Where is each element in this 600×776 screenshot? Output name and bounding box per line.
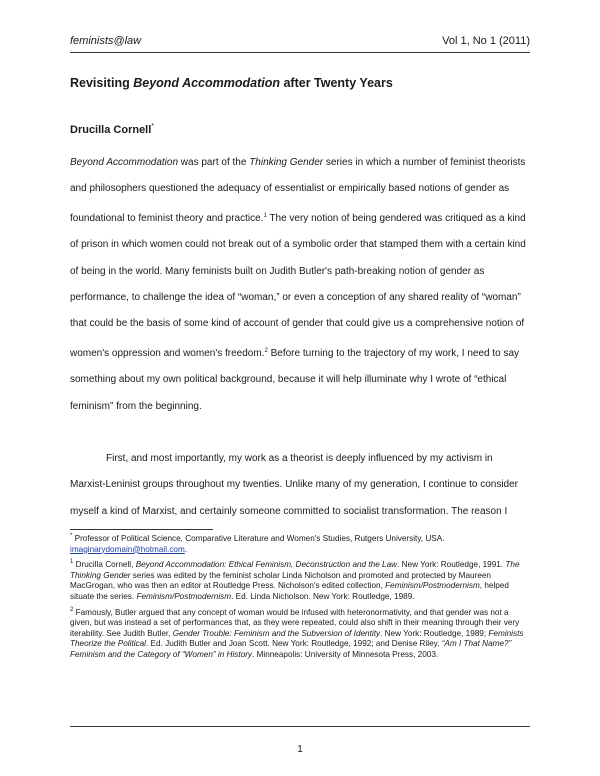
p1-book-title: Beyond Accommodation [70, 157, 179, 168]
title-prefix: Revisiting [70, 76, 134, 90]
fn1-text-e: series was edited by the feminist scholar Linda Nicholson and promoted and protected by Maureen MacGrogan, who was then an editor at Routledge Press. Nicholson's edited collection, [70, 570, 491, 591]
author-email-link[interactable]: imaginarydomain@hotmail.com [70, 544, 185, 554]
fn2-text-g: . Minneapolis: University of Minnesota Press, 2003. [252, 649, 439, 659]
fn2-italic-b: Gender Trouble: Feminism and the Subversion of Identity [172, 628, 381, 638]
author-footnote-mark[interactable]: * [151, 123, 155, 130]
footnote-separator [70, 529, 213, 530]
fn1-italic-d: The Thinking Gender [70, 560, 520, 580]
paragraph-1 [70, 150, 530, 420]
fn2-text-c: . New York: Routledge, 1989; [380, 628, 489, 638]
fn1-text-c: . New York: Routledge, 1991. [397, 560, 506, 570]
p1-text-c: The very notion of being gendered was critiqued as a kind of prison in which women could not break out of a symbolic order that stamped them with a certain kind of being in the world. Many feminists built on Judith Butler's path-breaking notion of gender as performance, to challenge the idea of “woman,” or even a conception of any shared reality of “woman” that could be the basis of some kind of account of gender that could give us a comprehensive notion of women's oppression and women's freedom. [70, 212, 526, 359]
paragraph-2: First, and most importantly, my work as a theorist is deeply influenced by my activism in Marxist-Leninist groups throughout my twenties. Unlike many of my generation, I continue to consider myself a kind of Marxist, and certainly someone committed to socialist transformation. The reason I [70, 453, 518, 517]
footnote-ref-2[interactable]: 2 [264, 347, 268, 354]
footnote-2 [70, 605, 530, 661]
fn1-text-g: , helped situate the series. [70, 581, 509, 601]
page-number: 1 [297, 744, 303, 755]
fn2-text-a: Famously, Butler argued that any concept of woman would be infused with heteronormativity, and that gender was not a given, but was instead a set of performances that, as they were repeated, could also shift in their meaning through their very iterability. See Judith Butler, [70, 607, 520, 638]
footnotes [70, 531, 530, 663]
footnote-star-mark: * [70, 533, 73, 539]
footnote-1-mark: 1 [70, 559, 74, 566]
fn2-italic-f: “Am I That Name?” Feminism and the Category of “Women” in History [70, 639, 512, 659]
p1-series-title: Thinking Gender [249, 157, 324, 168]
footnote-star [70, 531, 530, 555]
volume-issue: Vol 1, No 1 (2011) [442, 35, 530, 47]
footnote-star-text: Professor of Political Science, Comparative Literature and Women's Studies, Rutgers University, USA. [72, 534, 445, 543]
fn1-text-a: Drucilla Cornell, [73, 560, 136, 570]
fn1-italic-f: Feminism/Postmodernism [385, 581, 480, 591]
author-text: Drucilla Cornell [70, 124, 152, 136]
title-italic: Beyond Accommodation [133, 76, 280, 90]
article-title [70, 76, 393, 90]
footnote-1 [70, 557, 530, 602]
fn1-text-i: . Ed. Linda Nicholson. New York: Routledge, 1989. [231, 591, 415, 601]
fn2-text-e: . Ed. Judith Butler and Joan Scott. New York: Routledge, 1992; and Denise Riley, [146, 639, 442, 649]
footnote-2-mark: 2 [70, 606, 74, 613]
p1-text-a: was part of the [178, 157, 250, 168]
fn1-italic-h: Feminism/Postmodernism [136, 591, 232, 601]
author-name [70, 123, 154, 136]
fn1-italic-b: Beyond Accommodation: Ethical Feminism, Deconstruction and the Law [135, 560, 398, 570]
header-rule [70, 52, 530, 53]
email-period: . [184, 544, 188, 554]
title-suffix: after Twenty Years [280, 76, 393, 90]
journal-name: feminists@law [70, 35, 142, 47]
p1-text-d: Before turning to the trajectory of my work, I need to say something about my own political background, because it will help illuminate why I wrote of “ethical feminism” from the beginning. [70, 347, 520, 412]
footnote-ref-1[interactable]: 1 [263, 212, 267, 219]
fn2-italic-d: Feminists Theorize the Political [70, 628, 524, 649]
p1-text-b: series in which a number of feminist theorists and philosophers questioned the adequacy of essentialist or empirically based notions of gender as foundational to feminist theory and practice. [70, 157, 526, 224]
footer-rule [70, 726, 530, 727]
body-text [70, 150, 530, 525]
